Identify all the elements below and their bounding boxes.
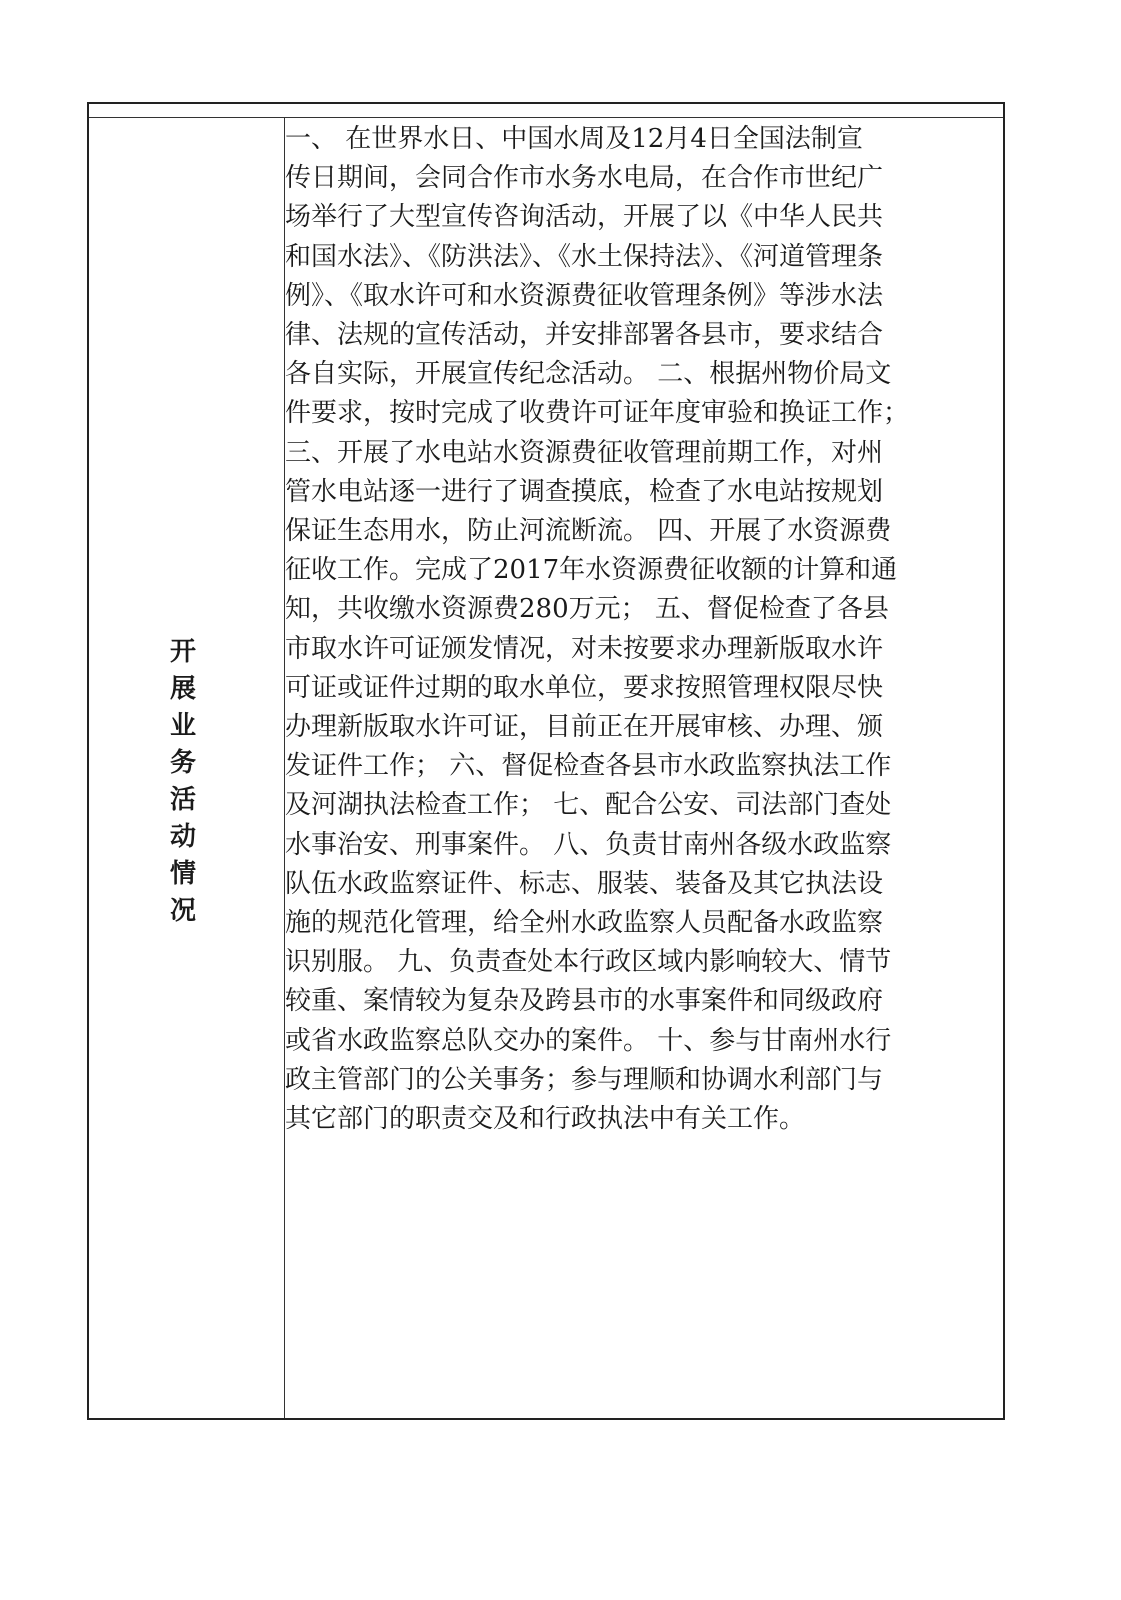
section-content-text: 一、 在世界水日、中国水周及12月4日全国法制宣 传日期间，会同合作市水务水电局，在合作市世纪广 场举行了大型宣传咨询活动，开展了以《中华人民共 和国水法》、《防洪法》、《水土保持法》、《河道管理条 例》、《取水许可和水资源费征收管理条例》等涉水法 律、法规的宣传活动，并安排部署各县市，要求结合 各自实际，开展宣传纪念活动。 二、根据州物价局文 件要求，按时完成了收费许可证年度审验和换证工作； 三、开展了水电站水资源费征收管理前期工作，对州 管水电站逐一进行了调查摸底，检查了水电站按规划 保证生态用水，防止河流断流。 四、开展了水资源费 征收工作。完成了2017年水资源费征收额的计算和通 知，共收缴水资源费280万元； 五、督促检查了各县 市取水许可证颁发情况，对未按要求办理新版取水许 可证或证件过期的取水单位，要求按照管理权限尽快 办理新版取水许可证，目前正在开展审核、办理、颁 发证件工作； 六、督促检查各县市水政监察执法工作 及河湖执法检查工作； 七、配合公安、司法部门查处 水事治安、刑事案件。 八、负责甘南州各级水政监察 队伍水政监察证件、标志、服装、装备及其它执法设 施的规范化管理，给全州水政监察人员配备水政监察 识别服。 九、负责查处本行政区域内影响较大、情节 较重、案情较为复杂及跨县市的水事案件和同级政府 或省水政监察总队交办的案件。 十、参与甘南州水行 政主管部门的公关事务；参与理顺和协调水利部门与 其它部门的职责交及和行政执法中有关工作。	[285, 124, 910, 1135]
section-label-cell	[89, 117, 285, 1418]
section-label: 开展业务活动情况	[169, 637, 196, 926]
section-content-cell	[285, 117, 1003, 1418]
report-form-table	[87, 102, 1005, 1420]
